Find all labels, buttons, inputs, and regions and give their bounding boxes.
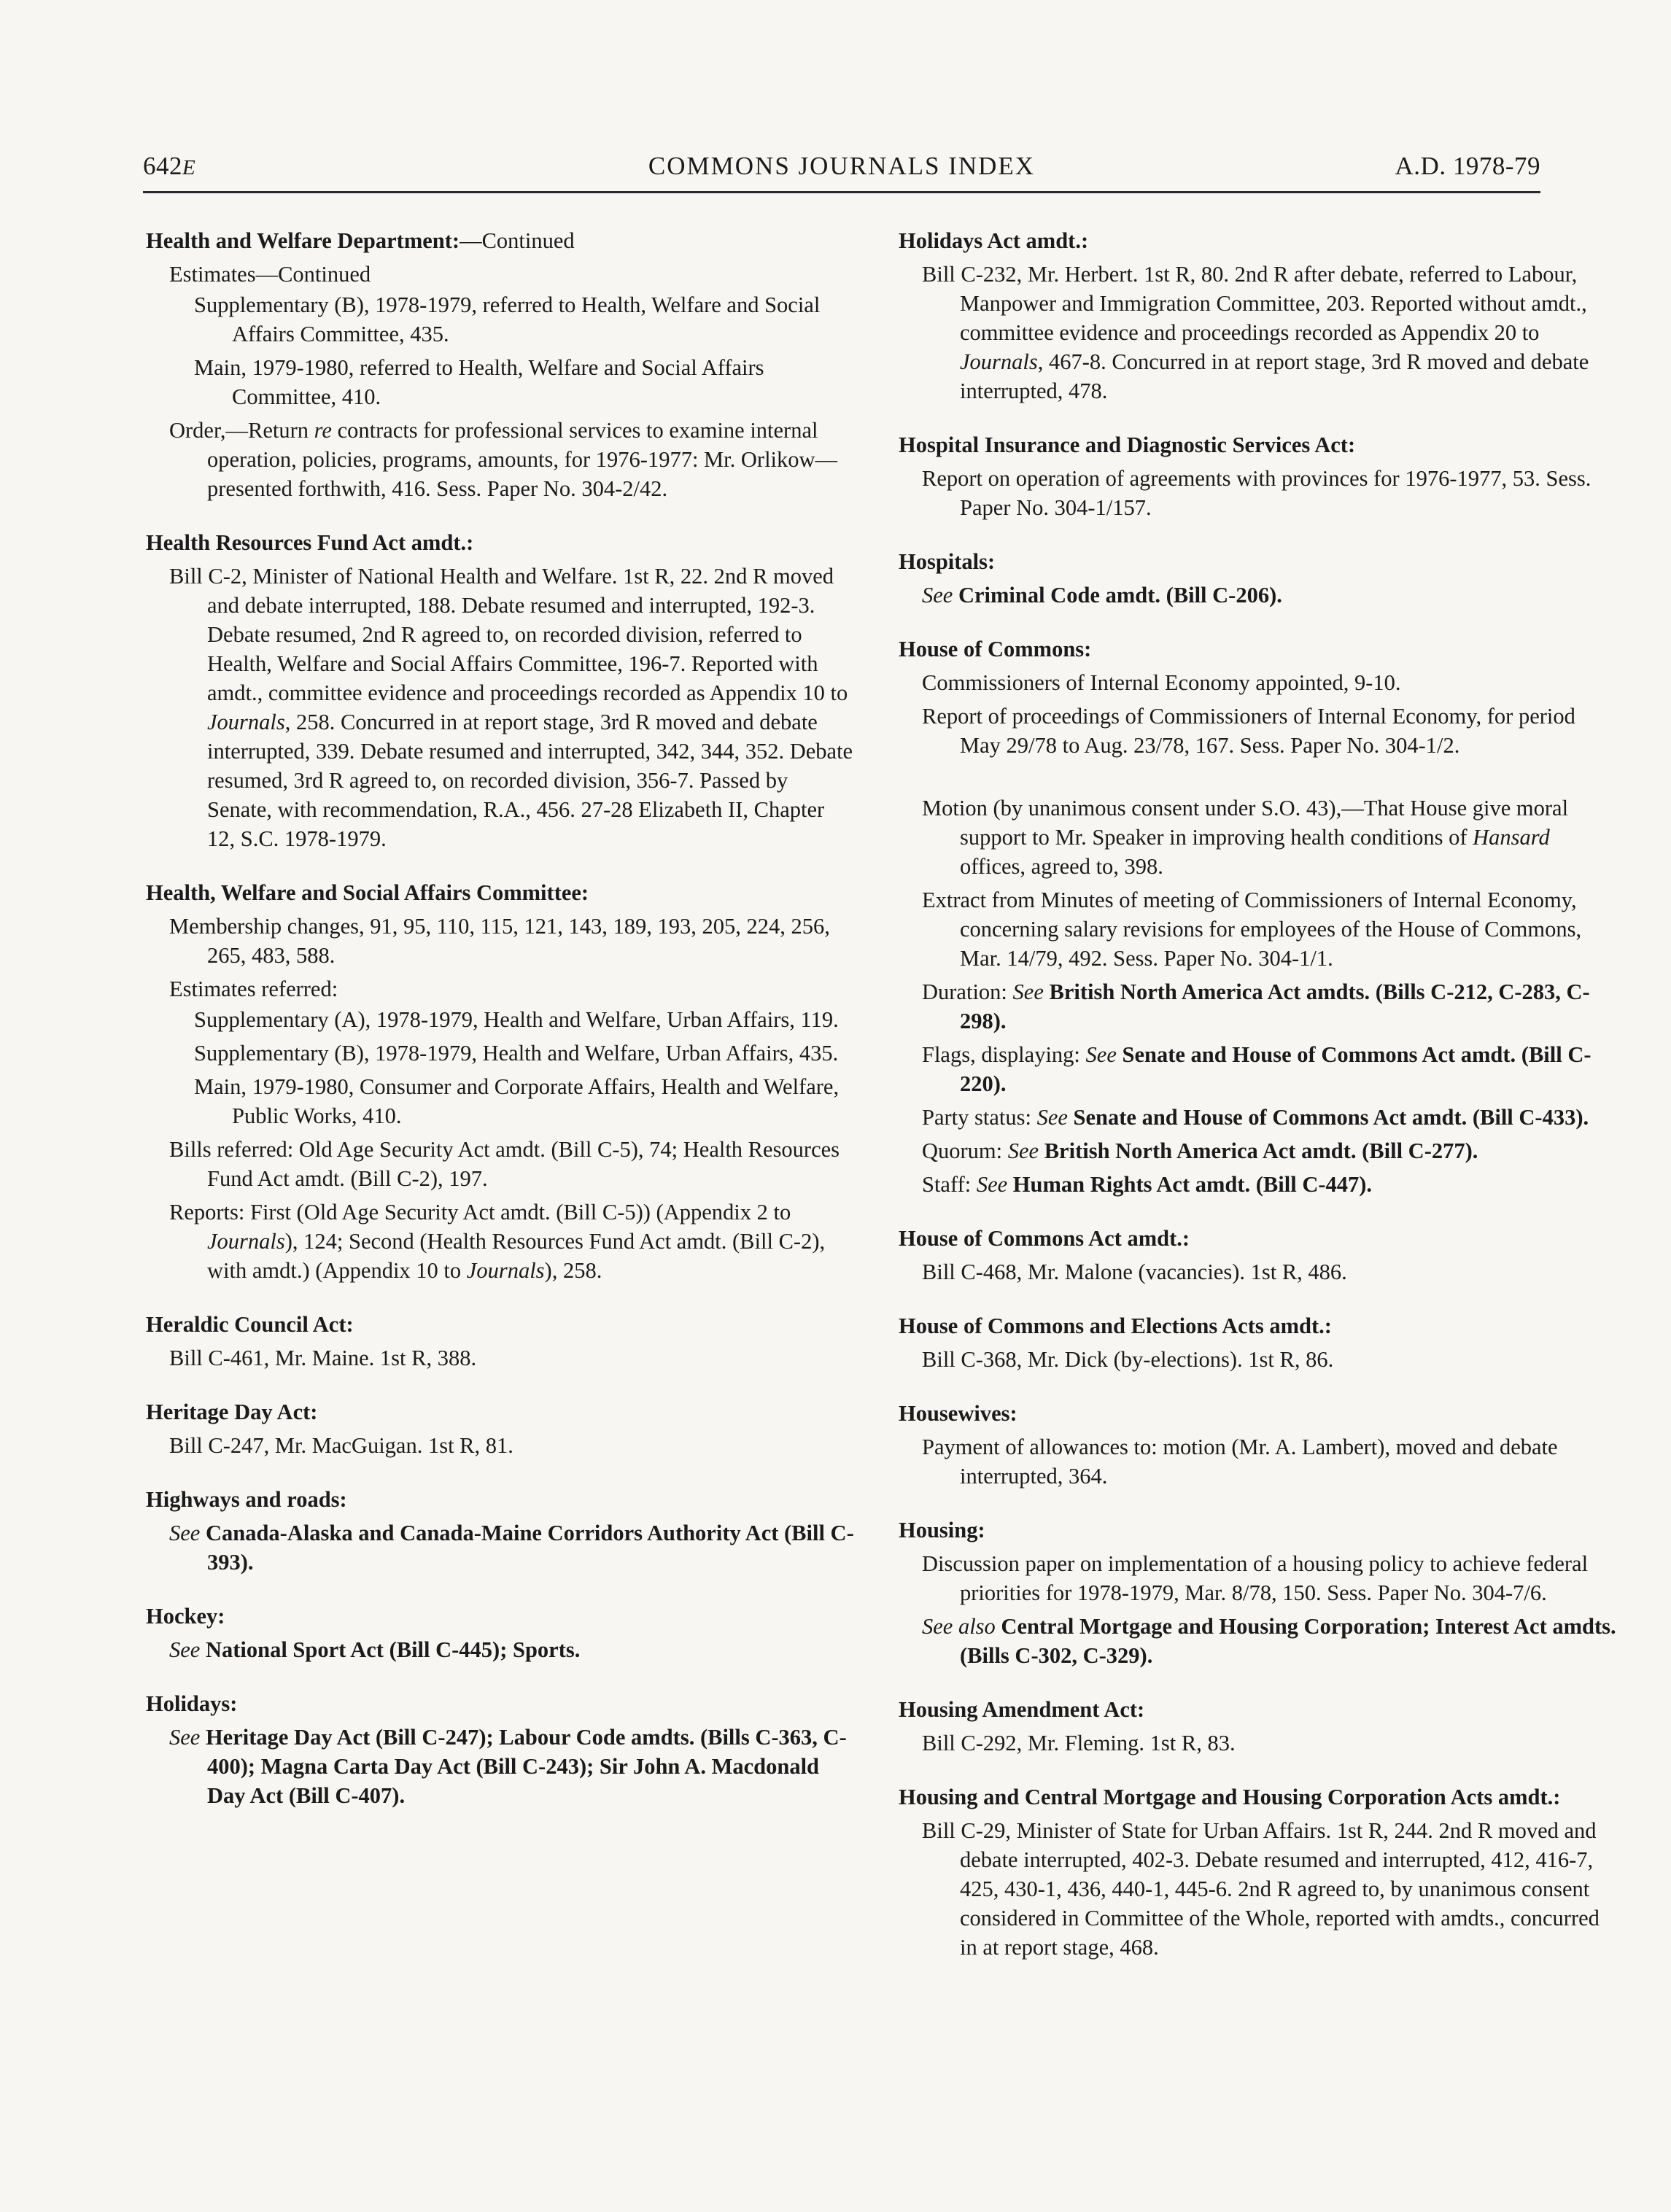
index-entry: [899, 635, 1621, 1199]
entry-heading: Holidays Act amdt.:: [899, 228, 1089, 253]
entry-heading: Housing Amendment Act:: [899, 1697, 1145, 1722]
entry-line: See Heritage Day Act (Bill C-247); Labour Code amdts. (Bills C-363, C-400); Magna Carta Day Act (Bill C-243); Sir John A. Macdonald Day Act (Bill C-407).: [169, 1725, 847, 1808]
index-entry: [146, 1397, 857, 1460]
entry-heading: House of Commons Act amdt.:: [899, 1226, 1190, 1251]
page-title: COMMONS JOURNALS INDEX: [648, 152, 1036, 180]
entry-heading: Heraldic Council Act:: [146, 1312, 354, 1337]
entry-heading: Holidays:: [146, 1691, 238, 1716]
entry-line: Duration: See British North America Act amdts. (Bills C-212, C-283, C-298).: [922, 979, 1590, 1033]
index-entry: [146, 878, 857, 1285]
index-entry: [899, 1224, 1621, 1287]
index-entry: [899, 547, 1621, 610]
page-header: [143, 144, 1540, 193]
index-entry: [899, 1311, 1621, 1374]
entry-line: Payment of allowances to: motion (Mr. A. Lambert), moved and debate interrupted, 364.: [922, 1435, 1558, 1489]
index-entry: [899, 1782, 1621, 1962]
entry-heading: House of Commons and Elections Acts amdt.:: [899, 1313, 1332, 1338]
entry-line: See Criminal Code amdt. (Bill C-206).: [922, 583, 1282, 608]
entry-line: Flags, displaying: See Senate and House of Commons Act amdt. (Bill C-220).: [922, 1042, 1591, 1096]
entry-heading: Hospital Insurance and Diagnostic Services Act:: [899, 432, 1356, 457]
entry-line: Quorum: See British North America Act amdt. (Bill C-277).: [922, 1138, 1478, 1163]
entry-heading: Health and Welfare Department:—Continued: [146, 228, 575, 253]
entry-heading: Housing and Central Mortgage and Housing Corporation Acts amdt.:: [899, 1785, 1561, 1809]
entry-line: Supplementary (B), 1978-1979, Health and Welfare, Urban Affairs, 435.: [194, 1041, 839, 1066]
entry-heading: Health Resources Fund Act amdt.:: [146, 530, 474, 555]
entry-line: Membership changes, 91, 95, 110, 115, 121, 143, 189, 193, 205, 224, 256, 265, 483, 588.: [169, 914, 830, 968]
index-entry: [146, 528, 857, 853]
entry-heading: Hockey:: [146, 1604, 225, 1629]
index-entry: [899, 430, 1621, 522]
entry-line: Bill C-468, Mr. Malone (vacancies). 1st R, 486.: [922, 1260, 1347, 1284]
index-entry: [899, 226, 1621, 405]
entry-line: Extract from Minutes of meeting of Commissioners of Internal Economy, concerning salary revisions for employees of the House of Commons, Mar. 14/79, 492. Sess. Paper No. 304-1/1.: [922, 888, 1582, 971]
entry-line: Bill C-2, Minister of National Health and Welfare. 1st R, 22. 2nd R moved and debate interrupted, 188. Debate resumed and interrupted, 192-3. Debate resumed, 2nd R agreed to, on recorded division, referred to Health, Welfare and Social Affairs Committee, 196-7. Reported with amdt., committee evidence and proceedings recorded as Appendix 10 to Journals, 258. Concurred in at report stage, 3rd R moved and debate interrupted, 339. Debate resumed and interrupted, 342, 344, 352. Debate resumed, 3rd R agreed to, on recorded division, 356-7. Passed by Senate, with recommendation, R.A., 456. 27-28 Elizabeth II, Chapter 12, S.C. 1978-1979.: [169, 564, 853, 851]
entry-line: Report on operation of agreements with provinces for 1976-1977, 53. Sess. Paper No. 304-1/157.: [922, 466, 1591, 520]
entry-line: Bill C-29, Minister of State for Urban Affairs. 1st R, 244. 2nd R moved and debate interrupted, 402-3. Debate resumed and interrupted, 412, 416-7, 425, 430-1, 436, 440-1, 445-6. 2nd R agreed to, by unanimous consent considered in Committee of the Whole, reported with amdts., concurred in at report stage, 468.: [922, 1818, 1600, 1960]
entry-line: Bill C-232, Mr. Herbert. 1st R, 80. 2nd R after debate, referred to Labour, Manpower and Immigration Committee, 203. Reported without amdt., committee evidence and proceedings recorded as Appendix 20 to Journals, 467-8. Concurred in at report stage, 3rd R moved and debate interrupted, 478.: [922, 262, 1589, 403]
entry-line: Main, 1979-1980, Consumer and Corporate Affairs, Health and Welfare, Public Works, 410.: [194, 1074, 840, 1128]
index-entry: [146, 226, 857, 503]
entry-line: See also Central Mortgage and Housing Corporation; Interest Act amdts. (Bills C-302, C-329).: [922, 1614, 1616, 1668]
entry-line: See National Sport Act (Bill C-445); Sports.: [169, 1637, 581, 1662]
entry-line: Supplementary (B), 1978-1979, referred to Health, Welfare and Social Affairs Committee, 435.: [194, 292, 821, 346]
entry-line: Report of proceedings of Commissioners of Internal Economy, for period May 29/78 to Aug. 23/78, 167. Sess. Paper No. 304-1/2.: [922, 704, 1575, 758]
entry-line: Staff: See Human Rights Act amdt. (Bill C-447).: [922, 1172, 1373, 1197]
index-entry: [899, 1399, 1621, 1491]
entry-subheading: Estimates—Continued: [169, 262, 371, 287]
entry-line: Bill C-461, Mr. Maine. 1st R, 388.: [169, 1346, 477, 1370]
entry-heading: Housewives:: [899, 1401, 1017, 1426]
entry-line: Discussion paper on implementation of a housing policy to achieve federal priorities for 1978-1979, Mar. 8/78, 150. Sess. Paper No. 304-7/6.: [922, 1551, 1589, 1605]
left-column: [146, 226, 857, 1835]
entry-line: Reports: First (Old Age Security Act amdt. (Bill C-5)) (Appendix 2 to Journals), 124; Second (Health Resources Fund Act amdt. (Bill C-2), with amdt.) (Appendix 10 to Journals), 258.: [169, 1200, 826, 1283]
index-entry: [899, 1695, 1621, 1758]
index-entry: [146, 1689, 857, 1810]
journal-year: A.D. 1978-79: [1395, 152, 1540, 180]
entry-line: Commissioners of Internal Economy appointed, 9-10.: [922, 670, 1401, 695]
entry-line: Bills referred: Old Age Security Act amdt. (Bill C-5), 74; Health Resources Fund Act amdt. (Bill C-2), 197.: [169, 1137, 840, 1191]
entry-line: Motion (by unanimous consent under S.O. 43),—That House give moral support to Mr. Speaker in improving health conditions of Hansard offices, agreed to, 398.: [922, 796, 1569, 879]
entry-subheading: Estimates referred:: [169, 977, 338, 1001]
page-number: 642E: [143, 152, 196, 180]
entry-line: Bill C-247, Mr. MacGuigan. 1st R, 81.: [169, 1433, 513, 1458]
entry-heading: Health, Welfare and Social Affairs Committee:: [146, 880, 589, 905]
index-entry: [146, 1602, 857, 1664]
entry-line: Party status: See Senate and House of Commons Act amdt. (Bill C-433).: [922, 1105, 1589, 1130]
entry-heading: Highways and roads:: [146, 1487, 347, 1512]
entry-heading: House of Commons:: [899, 637, 1092, 661]
entry-heading: Housing:: [899, 1518, 985, 1542]
entry-line: Order,—Return re contracts for professional services to examine internal operation, policies, programs, amounts, for 1976-1977: Mr. Orlikow—presented forthwith, 416. Sess. Paper No. 304-2/42.: [169, 418, 838, 501]
entry-line: Supplementary (A), 1978-1979, Health and Welfare, Urban Affairs, 119.: [194, 1007, 839, 1032]
right-column: [899, 226, 1621, 1987]
entry-line: Bill C-292, Mr. Fleming. 1st R, 83.: [922, 1731, 1236, 1755]
index-entry: [899, 1516, 1621, 1670]
entry-line: Bill C-368, Mr. Dick (by-elections). 1st R, 86.: [922, 1347, 1334, 1372]
index-entry: [146, 1485, 857, 1577]
entry-line: See Canada-Alaska and Canada-Maine Corridors Authority Act (Bill C-393).: [169, 1521, 854, 1575]
index-entry: [146, 1310, 857, 1373]
entry-heading: Heritage Day Act:: [146, 1400, 318, 1424]
entry-line: Main, 1979-1980, referred to Health, Welfare and Social Affairs Committee, 410.: [194, 355, 764, 409]
entry-heading: Hospitals:: [899, 549, 996, 574]
